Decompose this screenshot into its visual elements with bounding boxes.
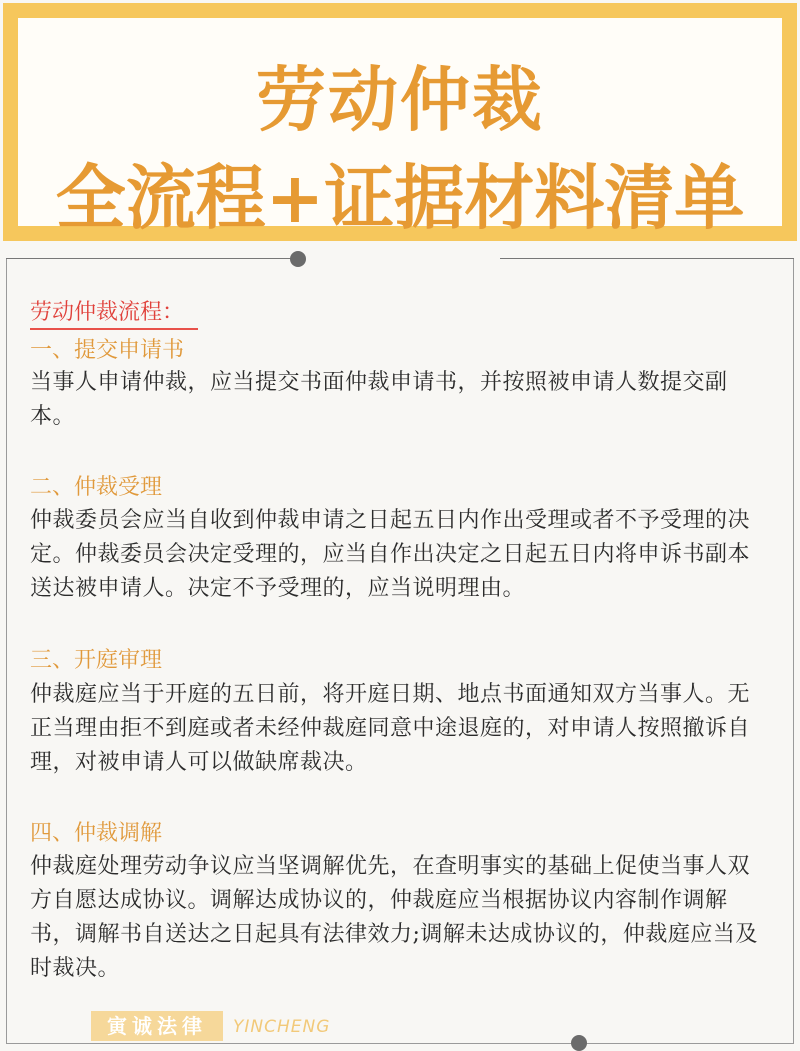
title-banner [3,3,797,241]
frame-top-divider-right [500,258,794,259]
flow-heading: 劳动仲裁流程： [30,298,198,330]
decorative-dot-bottom [571,1035,587,1051]
section-1-body: 当事人申请仲裁，应当提交书面仲裁申请书，并按照被申请人数提交副本。 [30,370,728,429]
section-3-title: 三、开庭审理 [30,648,163,673]
title-line-2: 全流程+证据材料清单 [55,156,745,239]
section-2-title: 二、仲裁受理 [30,475,163,500]
decorative-dot-top [290,251,306,267]
brand-text: YINCHENG [233,1017,331,1037]
title-line-1: 劳动仲裁 [256,58,544,141]
section-2-body: 仲裁委员会应当自收到仲裁申请之日起五日内作出受理或者不予受理的决定。仲裁委员会决定受理的，应当自作出决定之日起五日内将申诉书副本送达被申请人。决定不予受理的，应当说明理由。 [30,508,751,601]
frame-top-divider-left [6,258,298,259]
section-4-title: 四、仲裁调解 [30,821,163,846]
brand-badge: 寅诚法律 [91,1011,223,1041]
section-3-body: 仲裁庭应当于开庭的五日前，将开庭日期、地点书面通知双方当事人。无正当理由拒不到庭或者未经仲裁庭同意中途退庭的，对申请人按照撤诉自理，对被申请人可以做缺席裁决。 [30,682,751,775]
section-4-body: 仲裁庭处理劳动争议应当坚调解优先，在查明事实的基础上促使当事人双方自愿达成协议。调解达成协议的，仲裁庭应当根据协议内容制作调解书，调解书自送达之日起具有法律效力;调解未达成协议的，仲裁庭应当及时裁决。 [30,854,758,981]
section-1-title: 一、提交申请书 [30,338,185,363]
